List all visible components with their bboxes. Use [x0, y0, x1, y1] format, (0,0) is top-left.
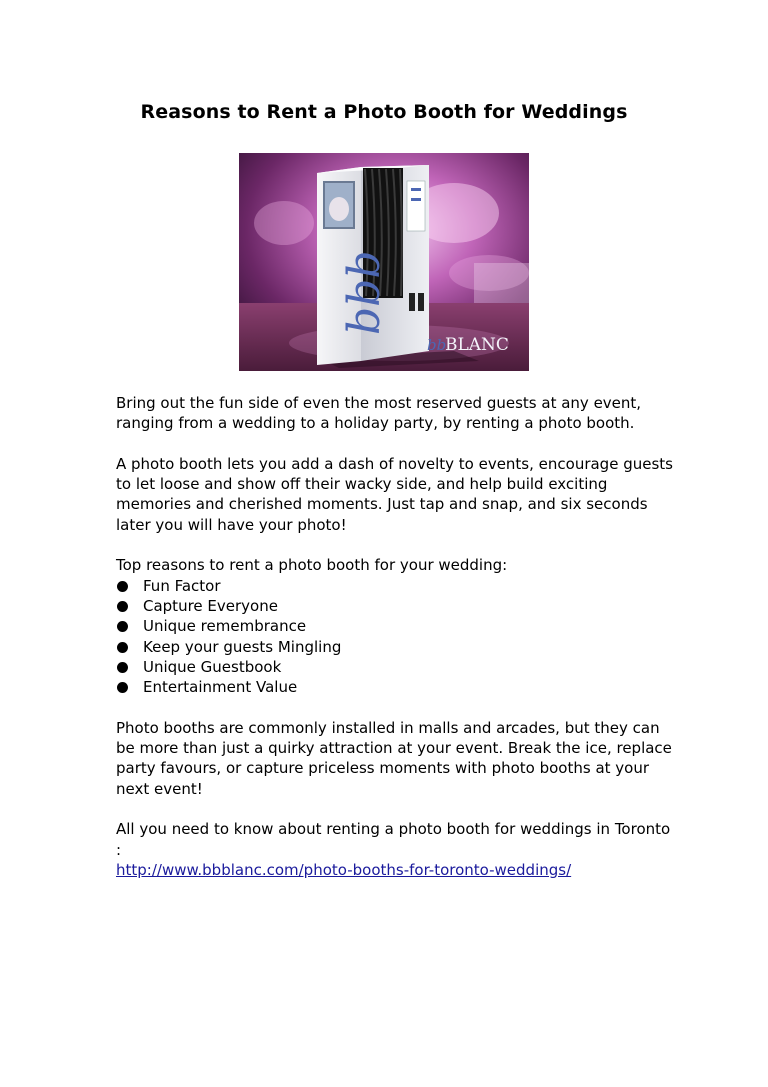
list-item-text: Unique remembrance [143, 617, 307, 636]
booth-panel-letters: bbb [339, 250, 390, 335]
bullet-icon [117, 581, 128, 592]
list-item [116, 657, 676, 677]
bullet-icon [117, 621, 128, 632]
intro-paragraph: Bring out the fun side of even the most reserved guests at any event, ranging from a wedding to a holiday party, by renting a photo booth. [116, 394, 642, 433]
logo-prefix: bb [427, 336, 447, 354]
malls-paragraph: Photo booths are commonly installed in malls and arcades, but they can be more than just a quirky attraction at your event. Break the ice, replace party favours, or capture priceless moments with photo booths at your next event! [116, 718, 672, 798]
list-item [116, 637, 676, 657]
novelty-paragraph: A photo booth lets you add a dash of novelty to events, encourage guests to let loose and show off their wacky side, and help build exciting memories and cherished moments. Just tap and snap, and six seconds later you will have your photo! [116, 454, 673, 534]
list-intro: Top reasons to rent a photo booth for your wedding: [116, 556, 508, 575]
list-item [116, 616, 676, 636]
closing-text: All you need to know about renting a photo booth for weddings in Toronto : [116, 820, 671, 859]
list-item-text: Entertainment Value [143, 678, 298, 697]
toronto-weddings-link[interactable]: http://www.bbblanc.com/photo-booths-for-toronto-weddings/ [116, 860, 572, 879]
list-item-text: Keep your guests Mingling [143, 637, 342, 656]
reasons-list [116, 576, 676, 698]
photo-booth-image [239, 153, 529, 371]
list-item-text: Unique Guestbook [143, 657, 282, 676]
bullet-icon [117, 662, 128, 673]
bullet-icon [117, 642, 128, 653]
list-item [116, 596, 676, 616]
list-item-text: Fun Factor [143, 576, 221, 595]
bullet-icon [117, 682, 128, 693]
list-item [116, 576, 676, 596]
page-title: Reasons to Rent a Photo Booth for Weddings [140, 101, 628, 123]
document-body [116, 393, 676, 880]
bullet-icon [117, 601, 128, 612]
list-item-text: Capture Everyone [143, 596, 278, 615]
logo-text: BLANC [445, 335, 509, 355]
list-item [116, 677, 676, 697]
